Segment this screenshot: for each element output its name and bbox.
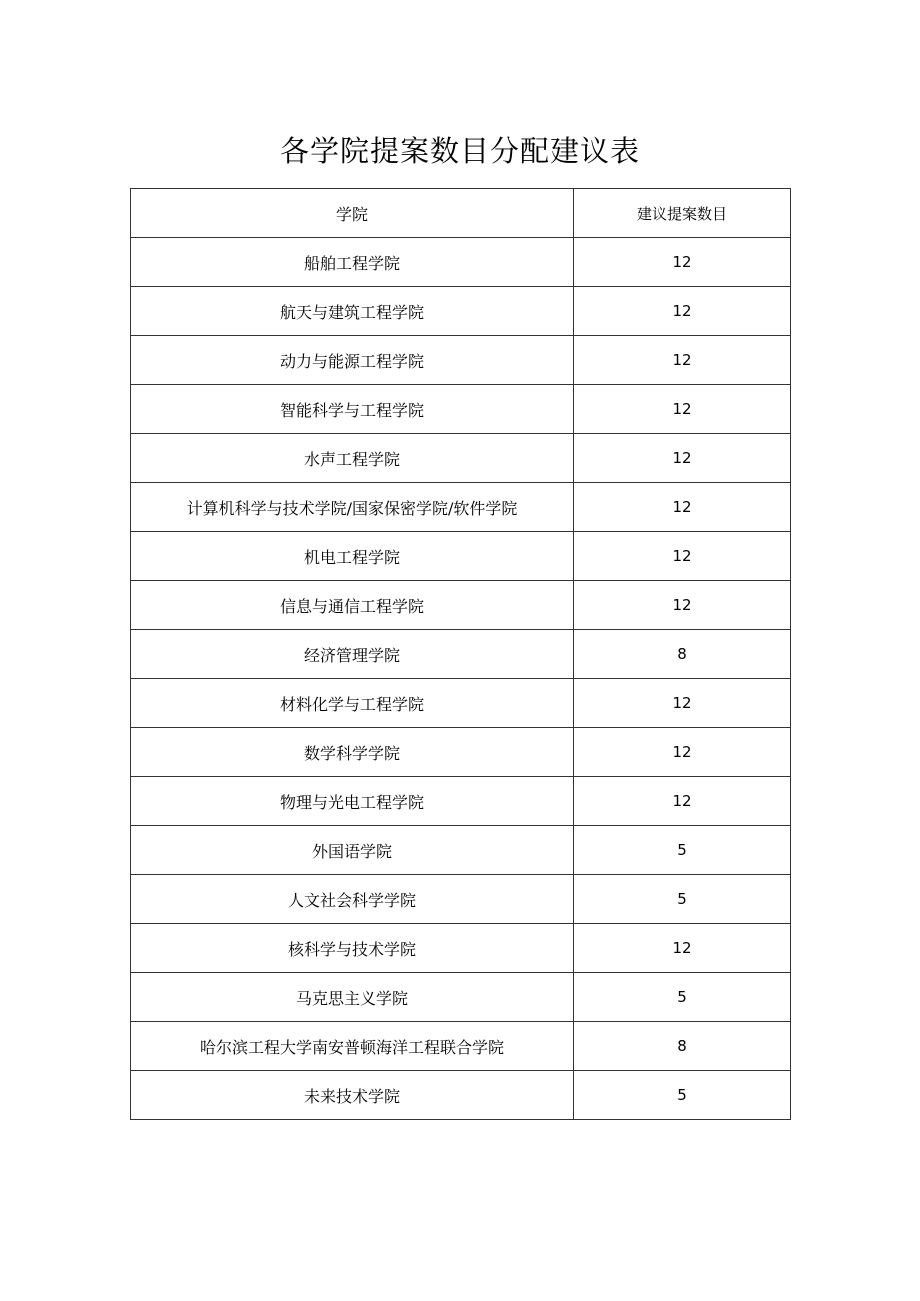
table-row [131,630,791,679]
college-cell: 马克思主义学院 [131,973,574,1022]
count-cell: 8 [574,630,791,679]
college-cell: 水声工程学院 [131,434,574,483]
table-row [131,483,791,532]
count-cell: 12 [574,287,791,336]
table-row [131,728,791,777]
count-cell: 12 [574,777,791,826]
college-cell: 船舶工程学院 [131,238,574,287]
college-cell: 核科学与技术学院 [131,924,574,973]
table-row [131,924,791,973]
allocation-table [130,188,791,1120]
count-cell: 5 [574,1071,791,1120]
count-cell: 12 [574,679,791,728]
college-cell: 智能科学与工程学院 [131,385,574,434]
count-cell: 5 [574,973,791,1022]
college-cell: 航天与建筑工程学院 [131,287,574,336]
college-cell: 动力与能源工程学院 [131,336,574,385]
table-row [131,434,791,483]
college-cell: 物理与光电工程学院 [131,777,574,826]
count-cell: 12 [574,728,791,777]
table-row [131,1022,791,1071]
college-cell: 经济管理学院 [131,630,574,679]
table-row [131,532,791,581]
college-cell: 信息与通信工程学院 [131,581,574,630]
header-count: 建议提案数目 [574,189,791,238]
count-cell: 12 [574,238,791,287]
table-header-row [131,189,791,238]
count-cell: 8 [574,1022,791,1071]
college-cell: 人文社会科学学院 [131,875,574,924]
page-title: 各学院提案数目分配建议表 [279,134,640,168]
college-cell: 机电工程学院 [131,532,574,581]
table-row [131,826,791,875]
college-cell: 材料化学与工程学院 [131,679,574,728]
table-row [131,287,791,336]
header-college: 学院 [131,189,574,238]
college-cell: 未来技术学院 [131,1071,574,1120]
count-cell: 12 [574,532,791,581]
count-cell: 12 [574,336,791,385]
count-cell: 5 [574,875,791,924]
college-cell: 计算机科学与技术学院/国家保密学院/软件学院 [131,483,574,532]
table-row [131,238,791,287]
table-row [131,385,791,434]
count-cell: 5 [574,826,791,875]
college-cell: 哈尔滨工程大学南安普顿海洋工程联合学院 [131,1022,574,1071]
college-cell: 外国语学院 [131,826,574,875]
table-row [131,1071,791,1120]
count-cell: 12 [574,581,791,630]
table-row [131,777,791,826]
table-row [131,581,791,630]
count-cell: 12 [574,924,791,973]
table-row [131,679,791,728]
table-row [131,336,791,385]
college-cell: 数学科学学院 [131,728,574,777]
count-cell: 12 [574,434,791,483]
count-cell: 12 [574,385,791,434]
count-cell: 12 [574,483,791,532]
table-row [131,875,791,924]
table-row [131,973,791,1022]
